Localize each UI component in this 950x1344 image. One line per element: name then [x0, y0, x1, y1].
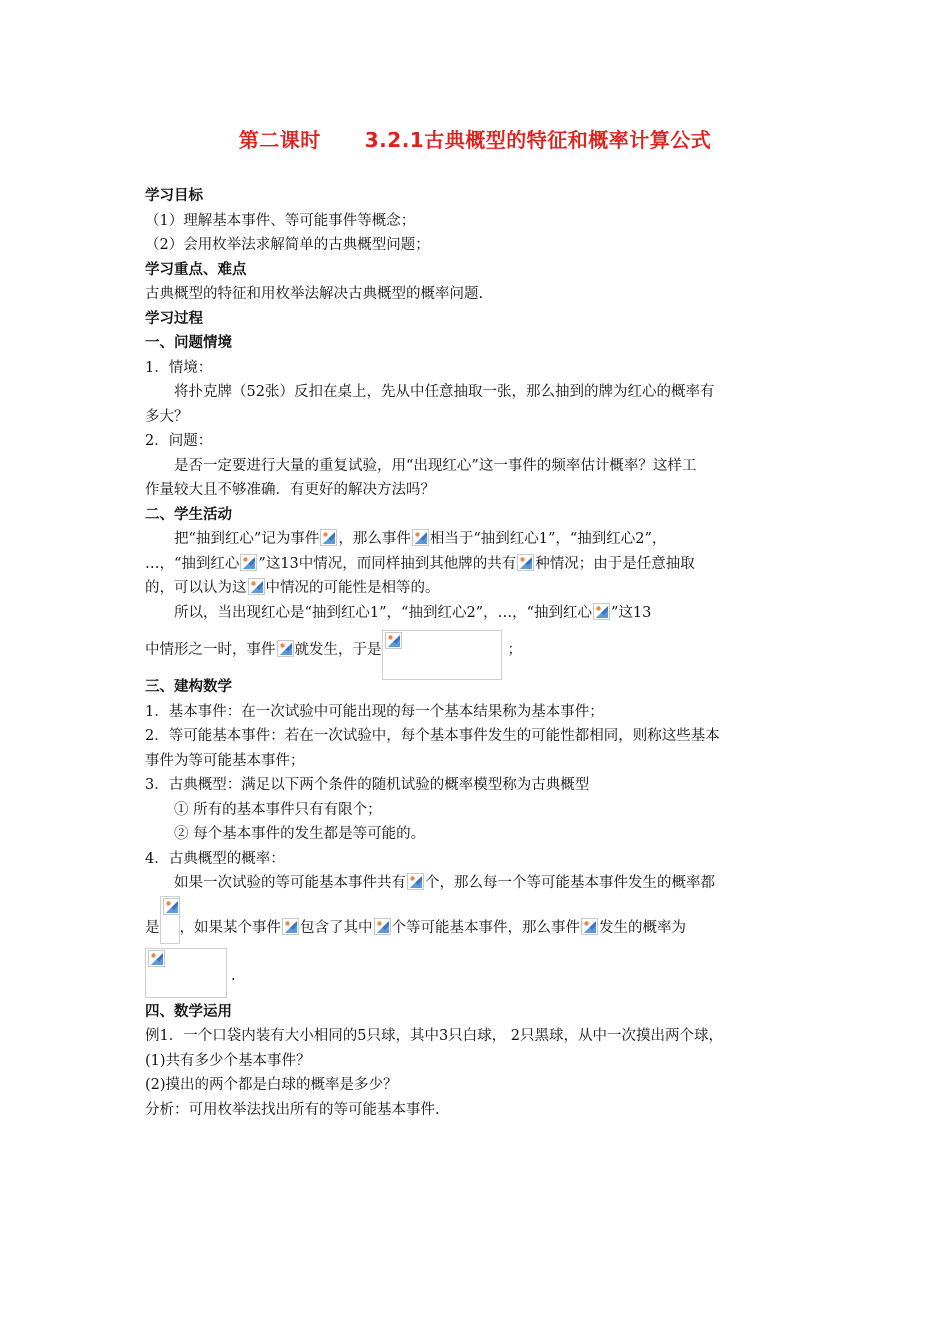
example-1: 例1．一个口袋内装有大小相同的5只球，其中3只白球， 2只黑球，从中一次摸出两个球， [145, 1028, 724, 1044]
probability-text: . [231, 967, 236, 984]
probability-text: 包含了其中 [300, 919, 373, 936]
activity-text: ，那么事件 [338, 531, 411, 547]
goal-item-2: （2）会用枚举法求解简单的古典概型问题； [145, 237, 430, 253]
example-question-1: (1)共有多少个基本事件？ [145, 1052, 311, 1069]
key-points-text: 古典概型的特征和用枚举法解决古典概型的概率问题. [145, 286, 484, 302]
formula-image-icon [593, 603, 610, 620]
condition-1: ① 所有的基本事件只有有限个； [174, 801, 382, 818]
formula-image-icon [148, 950, 165, 967]
question-text-line-1: 是否一定要进行大量的重复试验，用“出现红心”这一事件的频率估计概率？这样工 [174, 457, 697, 474]
heading-construct-math: 三、建构数学 [145, 679, 232, 695]
broken-image-glyph [375, 919, 390, 934]
title-topic: 3.2.1古典概型的特征和概率计算公式 [364, 128, 712, 152]
condition-2: ② 每个基本事件的发生都是等可能的。 [174, 826, 426, 842]
activity-text: ”这13中情况，而同样抽到其他牌的共有 [258, 555, 517, 572]
formula-image-icon [282, 918, 299, 935]
activity-line-1 [145, 527, 809, 552]
broken-image-glyph [249, 579, 264, 594]
activity-text: 就发生，于是 [294, 642, 382, 658]
heading-learning-goals: 学习目标 [145, 188, 203, 204]
broken-image-glyph [594, 604, 609, 619]
formula-image-frame [145, 948, 227, 998]
def-equal-event-line-1: 2．等可能基本事件：若在一次试验中，每个基本事件发生的可能性都相同，则称这些基本 [145, 728, 720, 744]
formula-image-icon [320, 529, 337, 546]
broken-image-glyph [278, 641, 293, 656]
activity-text: 所以，当出现红心是“抽到红心1”，“抽到红心2”，…，“抽到红心 [174, 604, 593, 621]
page-title [0, 124, 950, 153]
question-label: 2．问题： [145, 433, 213, 449]
probability-text: 如果一次试验的等可能基本事件共有 [174, 875, 406, 891]
def-basic-event: 1．基本事件：在一次试验中可能出现的每一个基本结果称为基本事件； [145, 703, 604, 720]
activity-text: 中情况的可能性是相等的。 [265, 580, 440, 596]
probability-text: ，如果某个事件 [179, 919, 281, 936]
heading-learning-process: 学习过程 [145, 310, 203, 327]
heading-math-application: 四、数学运用 [145, 1003, 232, 1020]
probability-line-3 [145, 948, 809, 1000]
broken-image-glyph [518, 555, 533, 570]
broken-image-glyph [283, 919, 298, 934]
formula-image-icon [412, 529, 429, 546]
situation-label: 1．情境： [145, 359, 213, 376]
formula-image-icon [385, 632, 402, 649]
activity-line-5 [145, 625, 809, 675]
activity-text: 种情况；由于是任意抽取 [535, 555, 695, 572]
formula-image-icon [163, 898, 180, 915]
activity-text: 的，可以认为这 [145, 580, 247, 596]
formula-image-frame [382, 630, 502, 680]
formula-image-icon [248, 578, 265, 595]
activity-text: ； [507, 642, 522, 658]
broken-image-glyph [241, 555, 256, 570]
formula-image-icon [407, 873, 424, 890]
formula-image-icon [277, 640, 294, 657]
situation-text-line-2: 多大？ [145, 408, 189, 425]
formula-image-icon [517, 554, 534, 571]
title-lesson: 第二课时 [238, 128, 321, 152]
activity-text: ”这13 [611, 604, 652, 621]
heading-student-activity: 二、学生活动 [145, 506, 232, 523]
goal-item-1: （1）理解基本事件、等可能事件等概念； [145, 212, 416, 229]
probability-line-2 [145, 896, 809, 948]
def-probability-label: 4．古典概型的概率： [145, 850, 285, 867]
broken-image-glyph [386, 633, 401, 648]
heading-problem-situation: 一、问题情境 [145, 335, 232, 351]
formula-image-icon [374, 918, 391, 935]
broken-image-glyph [413, 530, 428, 545]
formula-image-icon [240, 554, 257, 571]
document-body [145, 184, 809, 1122]
probability-line-1 [145, 871, 809, 896]
broken-image-glyph [582, 919, 597, 934]
situation-text-line-1: 将扑克牌（52张）反扣在桌上，先从中任意抽取一张，那么抽到的牌为红心的概率有 [174, 384, 715, 400]
probability-text: 发生的概率为 [599, 919, 686, 936]
broken-image-glyph [164, 899, 179, 914]
probability-text: 个等可能基本事件，那么事件 [391, 919, 580, 936]
broken-image-glyph [321, 530, 336, 545]
activity-text: …，“抽到红心 [145, 555, 240, 572]
probability-text: 是 [145, 919, 160, 936]
formula-image-frame [160, 896, 180, 944]
activity-text: 把“抽到红心”记为事件 [174, 531, 320, 547]
def-classical-model: 3．古典概型：满足以下两个条件的随机试验的概率模型称为古典概型 [145, 777, 590, 793]
activity-line-2 [145, 552, 809, 577]
question-text-line-2: 作量较大且不够准确．有更好的解决方法吗？ [145, 482, 435, 498]
probability-text: 个，那么每一个等可能基本事件发生的概率都 [425, 875, 715, 891]
example-question-2: (2)摸出的两个都是白球的概率是多少？ [145, 1077, 398, 1093]
activity-line-4 [145, 601, 809, 626]
activity-text: 中情形之一时，事件 [145, 642, 276, 658]
activity-text: 相当于“抽到红心1”，“抽到红心2”， [429, 531, 667, 547]
broken-image-glyph [149, 951, 164, 966]
formula-image-icon [581, 918, 598, 935]
def-equal-event-line-2: 事件为等可能基本事件； [145, 752, 305, 769]
example-analysis: 分析：可用枚举法找出所有的等可能基本事件. [145, 1101, 440, 1118]
activity-line-3 [145, 576, 809, 601]
heading-key-points: 学习重点、难点 [145, 261, 247, 278]
broken-image-glyph [408, 874, 423, 889]
